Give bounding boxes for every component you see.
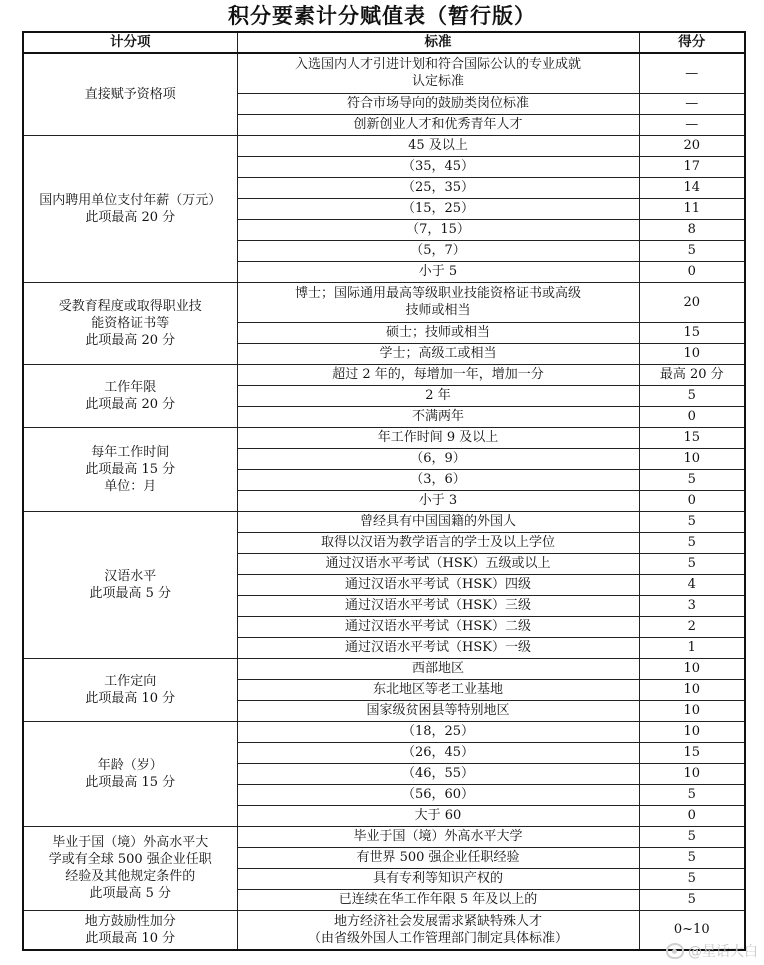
criterion-cell [237, 679, 639, 700]
category-line: 年龄（岁） [97, 757, 163, 773]
table-row [23, 826, 745, 847]
criterion-line: （3，6） [410, 472, 466, 487]
criterion-line: （46，55） [401, 766, 475, 781]
criterion-cell [237, 427, 639, 448]
criterion-line: 创新创业人才和优秀青年人才 [353, 117, 523, 132]
category-line: 此项最高 15 分 [85, 461, 176, 477]
score-cell: 5 [639, 385, 745, 406]
category-line: 工作年限 [104, 379, 157, 395]
criterion-cell [237, 763, 639, 784]
category-line: 此项最高 15 分 [85, 774, 176, 790]
criterion-line: 曾经具有中国国籍的外国人 [359, 514, 516, 529]
criterion-cell [237, 219, 639, 240]
score-cell: 5 [639, 784, 745, 805]
score-cell: 20 [639, 282, 745, 322]
criterion-line: 通过汉语水平考试（HSK）三级 [345, 598, 531, 613]
category-line: 此项最高 20 分 [85, 396, 176, 412]
table-row [23, 282, 745, 322]
criterion-line: 小于 3 [418, 493, 458, 508]
score-cell: — [639, 53, 745, 93]
criterion-line: （5，7） [410, 243, 466, 258]
criterion-cell [237, 156, 639, 177]
category-line: 此项最高 20 分 [85, 209, 176, 225]
criterion-cell [237, 406, 639, 427]
category-line: 单位：月 [104, 478, 157, 494]
criterion-line: （35，45） [401, 159, 475, 174]
category-cell [23, 282, 237, 364]
criterion-line: 不满两年 [411, 409, 464, 424]
criterion-cell [237, 282, 639, 322]
criterion-cell [237, 114, 639, 135]
table-row [23, 910, 745, 950]
criterion-cell [237, 616, 639, 637]
criterion-cell [237, 135, 639, 156]
score-cell: 4 [639, 574, 745, 595]
criterion-cell [237, 198, 639, 219]
criterion-line: 通过汉语水平考试（HSK）四级 [345, 577, 531, 592]
score-cell: 5 [639, 469, 745, 490]
category-line: 工作定向 [104, 673, 157, 689]
category-cell [23, 910, 237, 950]
criterion-cell [237, 364, 639, 385]
criterion-cell [237, 721, 639, 742]
category-line: 汉语水平 [104, 568, 157, 584]
criterion-line: （18，25） [401, 724, 475, 739]
criterion-line: （25，35） [401, 180, 475, 195]
criterion-line: 小于 5 [418, 264, 458, 279]
criterion-line: 技师或相当 [405, 303, 471, 318]
watermark-text: @星话大白 [688, 944, 758, 960]
criterion-line: 取得以汉语为教学语言的学士及以上学位 [320, 535, 555, 550]
criterion-line: 东北地区等老工业基地 [372, 682, 503, 697]
score-cell: 10 [639, 679, 745, 700]
score-cell: 5 [639, 889, 745, 910]
criterion-cell [237, 490, 639, 511]
table-row [23, 721, 745, 742]
criterion-line: 学士；高级工或相当 [379, 346, 497, 361]
criterion-cell [237, 53, 639, 93]
criterion-line: 通过汉语水平考试（HSK）一级 [345, 640, 531, 655]
score-cell: 14 [639, 177, 745, 198]
score-cell: 10 [639, 700, 745, 721]
category-cell [23, 427, 237, 511]
score-cell: 10 [639, 721, 745, 742]
criterion-line: 通过汉语水平考试（HSK）五级或以上 [325, 556, 551, 571]
criterion-line: （7，15） [406, 222, 470, 237]
category-line: 受教育程度或取得职业技 [58, 298, 202, 314]
criterion-line: 已连续在华工作年限 5 年及以上的 [338, 892, 538, 907]
criterion-line: （15，25） [401, 201, 475, 216]
category-line: 此项最高 20 分 [85, 332, 176, 348]
criterion-cell [237, 93, 639, 114]
category-line: 能资格证书等 [91, 315, 170, 331]
category-cell [23, 135, 237, 282]
table-row [23, 364, 745, 385]
criterion-cell [237, 532, 639, 553]
criterion-line: 通过汉语水平考试（HSK）二级 [345, 619, 531, 634]
watermark [666, 939, 758, 963]
criterion-line: 硕士；技师或相当 [385, 325, 490, 340]
score-cell: 20 [639, 135, 745, 156]
score-cell: 15 [639, 742, 745, 763]
score-cell: 0 [639, 406, 745, 427]
score-cell: 0 [639, 490, 745, 511]
category-cell [23, 511, 237, 658]
score-cell: 2 [639, 616, 745, 637]
category-line: 直接赋予资格项 [84, 86, 176, 102]
criterion-line: （由省级外国人工作管理部门制定具体标准） [307, 930, 568, 946]
header-score: 得分 [639, 32, 745, 53]
score-cell: 5 [639, 847, 745, 868]
criterion-cell [237, 511, 639, 532]
score-cell: 10 [639, 658, 745, 679]
criterion-cell [237, 322, 639, 343]
criterion-cell [237, 385, 639, 406]
score-cell: 10 [639, 343, 745, 364]
criterion-line: 有世界 500 强企业任职经验 [356, 850, 520, 865]
score-cell: 8 [639, 219, 745, 240]
score-cell: 0~10 [639, 910, 745, 950]
criterion-cell [237, 553, 639, 574]
table-header-row [23, 32, 745, 53]
criterion-cell [237, 240, 639, 261]
category-line: 此项最高 10 分 [85, 690, 176, 706]
score-cell: 10 [639, 763, 745, 784]
criterion-line: 国家级贫困县等特别地区 [366, 703, 510, 718]
score-cell: 15 [639, 322, 745, 343]
page-title: 积分要素计分赋值表（暂行版） [228, 4, 536, 28]
score-table [22, 31, 746, 951]
criterion-line: 具有专利等知识产权的 [372, 871, 503, 886]
criterion-line: 符合市场导向的鼓励类岗位标准 [346, 96, 529, 111]
score-cell: 5 [639, 240, 745, 261]
criterion-cell [237, 595, 639, 616]
category-line: 经验及其他规定条件的 [65, 869, 196, 884]
criterion-cell [237, 784, 639, 805]
criterion-line: 西部地区 [411, 661, 464, 676]
score-cell: 1 [639, 637, 745, 658]
category-line: 每年工作时间 [91, 444, 170, 460]
criterion-cell [237, 469, 639, 490]
score-cell: 5 [639, 553, 745, 574]
criterion-line: 毕业于国（境）外高水平大学 [353, 829, 523, 844]
criterion-line: 超过 2 年的，每增加一年，增加一分 [332, 367, 544, 382]
category-line: 地方鼓励性加分 [84, 913, 176, 929]
criterion-cell [237, 177, 639, 198]
table-row [23, 53, 745, 93]
criterion-line: 年工作时间 9 及以上 [377, 430, 499, 445]
table-row [23, 658, 745, 679]
criterion-cell [237, 889, 639, 910]
score-cell: 5 [639, 826, 745, 847]
criterion-cell [237, 343, 639, 364]
category-line: 此项最高 5 分 [89, 886, 172, 901]
category-line: 此项最高 10 分 [85, 930, 176, 946]
category-line: 毕业于国（境）外高水平大 [52, 835, 209, 850]
score-cell: 10 [639, 448, 745, 469]
category-line: 国内聘用单位支付年薪（万元） [39, 192, 222, 208]
criterion-cell [237, 658, 639, 679]
score-cell: 最高 20 分 [639, 364, 745, 385]
criterion-cell [237, 868, 639, 889]
criterion-line: 认定标准 [411, 74, 464, 90]
criterion-cell [237, 910, 639, 950]
criterion-cell [237, 261, 639, 282]
criterion-line: （26，45） [401, 745, 475, 760]
table-body [23, 53, 745, 950]
score-cell: 0 [639, 805, 745, 826]
score-cell: — [639, 93, 745, 114]
table-row [23, 427, 745, 448]
criterion-cell [237, 847, 639, 868]
criterion-line: 2 年 [425, 388, 451, 403]
score-cell: 17 [639, 156, 745, 177]
category-cell [23, 364, 237, 427]
header-criterion: 标准 [237, 32, 639, 53]
category-cell [23, 721, 237, 826]
criterion-line: 博士；国际通用最高等级职业技能资格证书或高级 [294, 286, 581, 301]
category-cell [23, 53, 237, 135]
criterion-cell [237, 574, 639, 595]
score-cell: — [639, 114, 745, 135]
score-cell: 5 [639, 868, 745, 889]
criterion-line: 入选国内人才引进计划和符合国际公认的专业成就 [294, 57, 581, 73]
criterion-cell [237, 637, 639, 658]
score-cell: 5 [639, 532, 745, 553]
criterion-cell [237, 448, 639, 469]
score-cell: 15 [639, 427, 745, 448]
category-cell [23, 826, 237, 910]
score-cell: 5 [639, 511, 745, 532]
criterion-cell [237, 742, 639, 763]
category-cell [23, 658, 237, 721]
criterion-line: （56，60） [401, 787, 475, 802]
criterion-line: 大于 60 [414, 808, 462, 823]
criterion-line: 45 及以上 [408, 138, 468, 153]
score-cell: 3 [639, 595, 745, 616]
table-row [23, 511, 745, 532]
score-cell: 0 [639, 261, 745, 282]
criterion-line: （6，9） [410, 451, 466, 466]
weibo-icon [666, 943, 684, 959]
criterion-cell [237, 805, 639, 826]
header-category: 计分项 [23, 32, 237, 53]
category-line: 此项最高 5 分 [89, 585, 172, 601]
criterion-cell [237, 826, 639, 847]
table-row [23, 135, 745, 156]
criterion-cell [237, 700, 639, 721]
score-cell: 11 [639, 198, 745, 219]
criterion-line: 地方经济社会发展需求紧缺特殊人才 [333, 913, 542, 929]
category-line: 学或有全球 500 强企业任职 [48, 852, 212, 867]
